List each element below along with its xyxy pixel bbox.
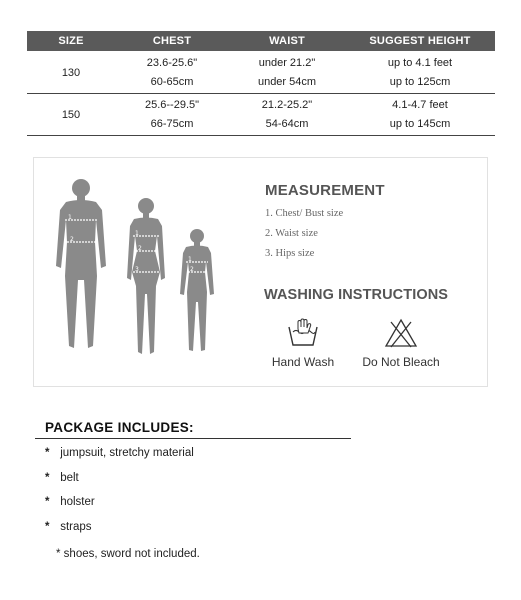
height-value: up to 145cm (345, 114, 495, 135)
chest-marker: 1 (68, 214, 72, 221)
chest-value: 23.6-25.6" (146, 56, 198, 69)
measurement-title: MEASUREMENT (265, 182, 385, 199)
chest-value: 60-65cm (115, 72, 229, 93)
measurement-panel (33, 157, 488, 387)
not-included-note: * shoes, sword not included. (56, 548, 200, 560)
height-value: up to 4.1 feet (387, 56, 453, 69)
woman-figure (127, 198, 165, 354)
package-item-label: jumpsuit, stretchy material (60, 447, 194, 459)
chest-marker: 1 (135, 230, 139, 237)
package-includes-title: PACKAGE INCLUDES: (45, 420, 194, 435)
waist-marker: 2 (190, 266, 194, 273)
height-value: 4.1-4.7 feet (392, 98, 448, 111)
header-chest: CHEST (115, 31, 229, 51)
package-item-label: straps (60, 520, 92, 533)
list-item (45, 520, 194, 545)
waist-marker: 2 (138, 245, 142, 252)
list-item (45, 446, 194, 471)
waist-value: under 54cm (229, 72, 345, 93)
chest-marker: 1 (188, 256, 192, 263)
list-item (45, 495, 194, 520)
waist-marker: 2 (70, 236, 74, 243)
washing-instructions-title: WASHING INSTRUCTIONS (264, 287, 449, 303)
height-value: up to 125cm (345, 72, 495, 93)
size-value: 130 (27, 51, 115, 93)
table-row (27, 93, 495, 114)
hand-wash-label: Hand Wash (271, 355, 335, 369)
table-row (27, 51, 495, 72)
no-bleach-label: Do Not Bleach (362, 355, 440, 369)
do-not-bleach-icon (384, 318, 418, 348)
size-chart-header-row (27, 31, 495, 51)
bullet: * (45, 520, 50, 533)
package-item-label: belt (60, 471, 79, 484)
man-figure (56, 179, 106, 348)
bullet: * (45, 496, 50, 508)
bullet: * (45, 447, 50, 459)
size-chart-table (27, 31, 495, 136)
size-value: 150 (27, 93, 115, 135)
chest-value: 25.6--29.5" (144, 98, 200, 111)
chest-value: 66-75cm (115, 114, 229, 135)
child-figure (180, 229, 214, 351)
list-item: 1. Chest/ Bust size (265, 208, 344, 219)
no-bleach-instruction (358, 318, 444, 369)
body-figures-illustration (44, 176, 249, 371)
list-item: 3. Hips size (265, 248, 315, 259)
header-suggest-height: SUGGEST HEIGHT (345, 31, 495, 51)
hand-wash-icon (286, 318, 320, 348)
header-size: SIZE (27, 31, 115, 51)
package-items-list (45, 446, 194, 544)
package-item-label: holster (60, 496, 95, 508)
hips-marker: 3 (135, 266, 139, 273)
list-item: 2. Waist size (265, 228, 318, 239)
divider (35, 438, 351, 439)
header-waist: WAIST (229, 31, 345, 51)
measurement-list (265, 208, 343, 268)
list-item (45, 471, 194, 496)
waist-value: under 21.2" (258, 56, 316, 69)
hand-wash-instruction (268, 318, 338, 369)
waist-value: 54-64cm (229, 114, 345, 135)
waist-value: 21.2-25.2" (261, 98, 313, 111)
bullet: * (45, 471, 50, 484)
